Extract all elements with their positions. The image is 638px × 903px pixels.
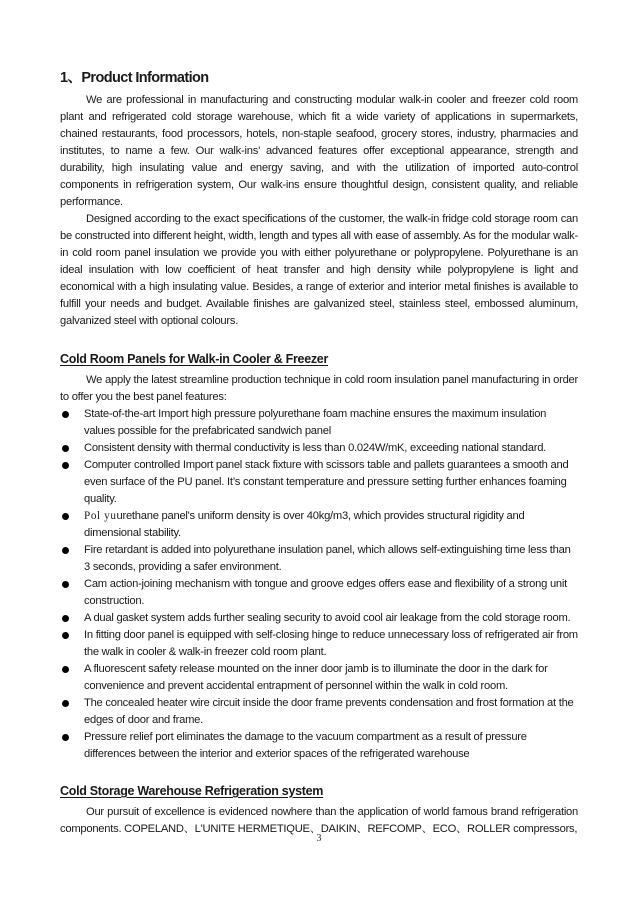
list-item — [60, 457, 578, 508]
list-item — [60, 576, 578, 610]
page-content — [60, 68, 578, 838]
refrigeration-paragraph: Our pursuit of excellence is evidenced nowhere than the application of world famous brand refrigeration components. COPELAND、L'UNITE HERMETIQUE、DAIKIN、REFCOMP、ECO、ROLLER compressors, — [60, 806, 578, 835]
bullet-icon — [62, 632, 69, 639]
intro-paragraph-1: We are professional in manufacturing and constructing modular walk-in cooler and freezer cold room plant and refrigerated cold storage warehouse, which fit a wide variety of applications in supermarkets, chained restaurants, food processors, hotels, non-staple seafood, grocery stores, industry, pharmacies and institutes, to name a few. Our walk-ins’ advanced features offer exceptional appearance, strength and durability, high insulating value and energy saving, and with the utilization of imported auto-control components in refrigeration system, Our walk-ins ensure thoughtful design, consistent quality, and reliable performance. — [60, 94, 578, 208]
list-item-prefix: Pol yu — [84, 510, 117, 522]
section-spacer — [60, 330, 578, 350]
list-item-text: urethane panel's uniform density is over 40kg/m3, which provides structural rigidity and dimensional stability. — [84, 510, 525, 539]
bullet-icon — [62, 411, 69, 418]
list-item — [60, 440, 578, 457]
product-information-heading: 1、Product Information — [60, 70, 209, 86]
list-item — [60, 695, 578, 729]
bullet-icon — [62, 734, 69, 741]
list-item — [60, 406, 578, 440]
list-item — [60, 610, 578, 627]
list-item-text: Consistent density with thermal conductivity is less than 0.024W/mK, exceeding national standard. — [84, 442, 547, 454]
refrigeration-system-heading: Cold Storage Warehouse Refrigeration system — [60, 784, 324, 798]
intro-paragraph-2: Designed according to the exact specifications of the customer, the walk-in fridge cold storage room can be constructed into different height, width, length and types all with ease of assembly. As for the modular walk-in cold room panel insulation we provide you with either polyurethane or polypropylene. Polyurethane is an ideal insulation with low coefficient of heat transfer and high density while polypropylene is light and economical with a high insulating value. Besides, a range of exterior and interior metal finishes is available to fulfill your needs and budget. Available finishes are galvanized steel, stainless steel, embossed aluminum, galvanized steel with optional colours. — [60, 213, 578, 327]
list-item-text: Fire retardant is added into polyurethane insulation panel, which allows self-extinguishing time less than 3 seconds, providing a safer environment. — [84, 544, 571, 573]
list-item-text: Pressure relief port eliminates the damage to the vacuum compartment as a result of pressure differences between the interior and exterior spaces of the refrigerated warehouse — [84, 731, 527, 760]
list-item — [60, 661, 578, 695]
cold-room-panels-heading: Cold Room Panels for Walk-in Cooler & Freezer — [60, 352, 329, 366]
list-item-text: The concealed heater wire circuit inside the door frame prevents condensation and frost formation at the edges of door and frame. — [84, 697, 574, 726]
panel-features-list — [60, 406, 578, 763]
list-item-text: Computer controlled Import panel stack fixture with scissors table and pallets guarantees a smooth and even surface of the PU panel. It’s constant temperature and pressure setting further enhances foaming quality. — [84, 459, 569, 505]
list-item-text: In fitting door panel is equipped with self-closing hinge to reduce unnecessary loss of refrigerated air from the walk in cooler & walk-in freezer cold room plant. — [84, 629, 578, 658]
bullet-icon — [62, 513, 69, 520]
bullet-icon — [62, 581, 69, 588]
bullet-icon — [62, 700, 69, 707]
bullet-icon — [62, 547, 69, 554]
list-item-text: State-of-the-art Import high pressure polyurethane foam machine ensures the maximum insulation values possible for the prefabricated sandwich panel — [84, 408, 547, 437]
panels-intro-paragraph: We apply the latest streamline production technique in cold room insulation panel manufacturing in order to offer you the best panel features: — [60, 374, 578, 403]
list-item-text: Cam action-joining mechanism with tongue and groove edges offers ease and flexibility of a strong unit construction. — [84, 578, 567, 607]
bullet-icon — [62, 666, 69, 673]
bullet-icon — [62, 615, 69, 622]
list-item — [60, 729, 578, 763]
bullet-icon — [62, 445, 69, 452]
list-item — [60, 627, 578, 661]
list-item — [60, 542, 578, 576]
page-number: 3 — [316, 833, 322, 844]
section-spacer — [60, 763, 578, 782]
list-item — [60, 508, 578, 542]
bullet-icon — [62, 462, 69, 469]
list-item-text: A dual gasket system adds further sealing security to avoid cool air leakage from the cold storage room. — [84, 612, 571, 624]
list-item-text: A fluorescent safety release mounted on the inner door jamb is to illuminate the door in the dark for convenience and prevent accidental entrapment of personnel within the walk in cold room. — [84, 663, 548, 692]
